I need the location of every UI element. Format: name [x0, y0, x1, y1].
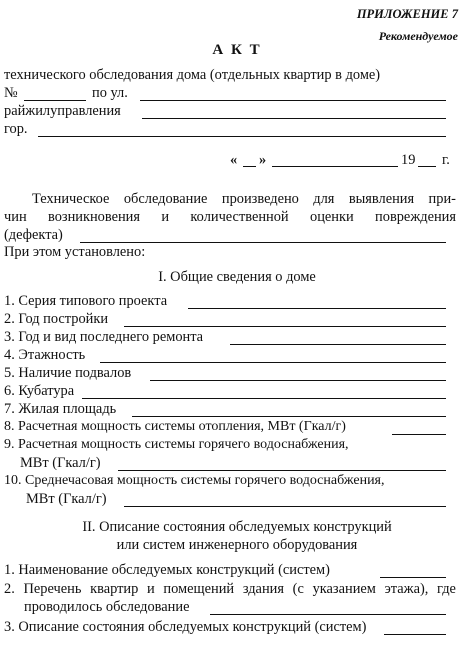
apartments-word: указанием: [312, 581, 376, 597]
defect-field[interactable]: [80, 242, 446, 243]
purpose-word: и: [161, 209, 170, 225]
purpose-word: обследование: [123, 191, 208, 207]
apartments-word: 2.: [4, 581, 15, 597]
item-volume: 6. Кубатура: [4, 383, 75, 399]
date-quote-open: «: [230, 152, 238, 168]
recommended-label: Рекомендуемое: [378, 29, 458, 43]
purpose-word: чин: [4, 209, 27, 225]
item-hot-water-power: 9. Расчетная мощность системы горячего водоснабжения,: [4, 437, 349, 452]
section-1-heading: I. Общие сведения о доме: [158, 269, 316, 285]
apartments-word: помещений: [163, 581, 235, 597]
date-year-field[interactable]: [418, 166, 436, 167]
item-structures-name: 1. Наименование обследуемых конструкций (систем): [4, 562, 330, 578]
section-2-heading-line-2: или систем инженерного оборудования: [116, 537, 358, 553]
item-heating-power: 8. Расчетная мощность системы отопления, МВт (Гкал/г): [4, 419, 346, 434]
living-area-field[interactable]: [132, 416, 446, 417]
purpose-line-2: [4, 210, 456, 224]
apartments-word: Перечень: [23, 581, 82, 597]
item-apartments-list-cont: проводилось обследование: [24, 599, 190, 615]
housing-office-label: райжилуправления: [4, 103, 121, 119]
purpose-word: произведено: [221, 191, 299, 207]
section-2-heading-line-1: II. Описание состояния обследуемых конструкций: [82, 519, 392, 535]
item-apartments-list: [4, 582, 456, 596]
apartments-word: здания: [242, 581, 284, 597]
item-hourly-hot-water-unit: МВт (Гкал/г): [26, 491, 107, 507]
purpose-line-3: (дефекта): [4, 227, 63, 243]
item-living-area: 7. Жилая площадь: [4, 401, 117, 417]
item-floors: 4. Этажность: [4, 347, 86, 363]
heating-power-field[interactable]: [392, 434, 446, 435]
build-year-field[interactable]: [124, 326, 446, 327]
date-year-prefix: 19: [401, 152, 416, 168]
item-basements: 5. Наличие подвалов: [4, 365, 132, 381]
apartments-word: квартир: [90, 581, 139, 597]
apartments-word: (с: [292, 581, 304, 597]
apartments-list-field[interactable]: [210, 614, 446, 615]
floors-field[interactable]: [100, 362, 446, 363]
street-label: по ул.: [92, 85, 128, 101]
date-year-suffix: г.: [442, 152, 450, 168]
established-label: При этом установлено:: [4, 244, 146, 260]
purpose-word: повреждения: [375, 209, 456, 225]
act-title: А К Т: [212, 42, 262, 58]
appendix-label: ПРИЛОЖЕНИЕ 7: [356, 7, 458, 21]
structures-condition-field[interactable]: [384, 634, 446, 635]
item-series: 1. Серия типового проекта: [4, 293, 168, 309]
item-hot-water-power-unit: МВт (Гкал/г): [20, 455, 101, 471]
housing-office-field[interactable]: [142, 118, 446, 119]
purpose-word: количественной: [190, 209, 289, 225]
purpose-word: возникновения: [48, 209, 140, 225]
basements-field[interactable]: [150, 380, 446, 381]
purpose-word: для: [313, 191, 335, 207]
date-month-field[interactable]: [272, 166, 398, 167]
item-last-repair: 3. Год и вид последнего ремонта: [4, 329, 204, 345]
purpose-word: Техническое: [32, 191, 110, 207]
city-field[interactable]: [38, 136, 446, 137]
number-label: №: [4, 85, 18, 101]
hourly-hot-water-field[interactable]: [124, 506, 446, 507]
structures-name-field[interactable]: [380, 577, 446, 578]
item-structures-condition: 3. Описание состояния обследуемых конструкций (систем): [4, 619, 367, 635]
apartments-word: где: [437, 581, 456, 597]
purpose-word: оценки: [310, 209, 354, 225]
act-subtitle: технического обследования дома (отдельных квартир в доме): [4, 67, 381, 83]
apartments-word: этажа),: [384, 581, 429, 597]
last-repair-field[interactable]: [230, 344, 446, 345]
number-field[interactable]: [24, 100, 86, 101]
purpose-word: при-: [428, 191, 456, 207]
series-field[interactable]: [188, 308, 446, 309]
purpose-word: выявления: [348, 191, 415, 207]
purpose-line-1: [32, 192, 456, 206]
date-quote-close: »: [259, 152, 267, 168]
item-hourly-hot-water: 10. Среднечасовая мощность системы горячего водоснабжения,: [4, 473, 385, 488]
apartments-word: и: [147, 581, 155, 597]
hot-water-power-field[interactable]: [118, 470, 446, 471]
volume-field[interactable]: [82, 398, 446, 399]
date-day-field[interactable]: [243, 166, 256, 167]
item-build-year: 2. Год постройки: [4, 311, 109, 327]
street-field[interactable]: [140, 100, 446, 101]
city-label: гор.: [4, 121, 28, 137]
